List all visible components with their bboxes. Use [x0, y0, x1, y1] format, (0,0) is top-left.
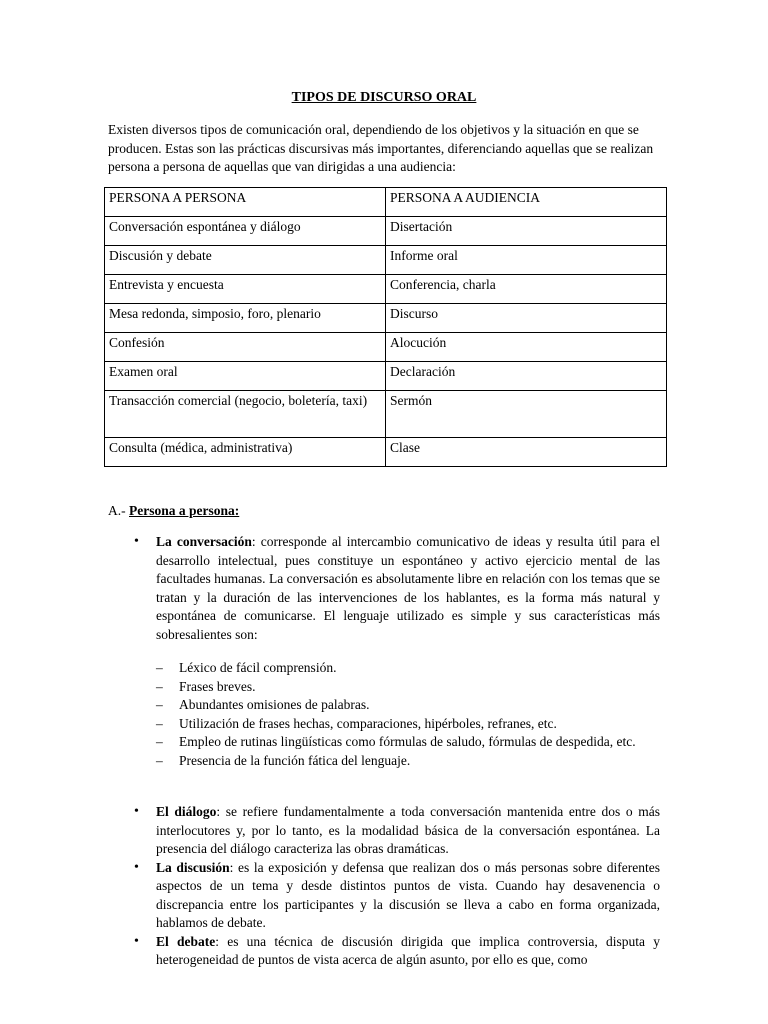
- characteristics-list: [156, 659, 660, 770]
- characteristic-text: Frases breves.: [179, 678, 256, 694]
- bullet-term: El diálogo: [156, 804, 217, 819]
- bullet-icon: •: [134, 933, 139, 949]
- table-cell: Sermón: [386, 391, 667, 438]
- table-row: [105, 217, 667, 246]
- characteristic-text: Empleo de rutinas lingüísticas como fórmulas de saludo, fórmulas de despedida, etc.: [179, 734, 636, 749]
- table-cell: Examen oral: [105, 362, 386, 391]
- list-item: [134, 533, 660, 644]
- table-row: [105, 275, 667, 304]
- list-item: [134, 933, 660, 970]
- list-item: [156, 752, 660, 771]
- table-row: [105, 362, 667, 391]
- table-cell: Conferencia, charla: [386, 275, 667, 304]
- dash-icon: –: [156, 678, 163, 694]
- bullet-term: El debate: [156, 933, 216, 949]
- characteristic-text: Léxico de fácil comprensión.: [179, 660, 337, 675]
- section-a-prefix: A.-: [108, 503, 129, 518]
- dash-icon: –: [156, 715, 163, 731]
- table-cell: Entrevista y encuesta: [105, 275, 386, 304]
- table-cell: Discusión y debate: [105, 246, 386, 275]
- bullet-text: : corresponde al intercambio comunicativo de ideas y resulta útil para el desarrollo intelectual, pues constituye un espontáneo y activo ejercicio mental de las facultades humanas. La conversación es absolutamente libre en relación con los temas que se tratan y la duración de las intervenciones de los hablantes, es la forma más natural y espontánea de comunicarse. El lenguaje utilizado es simple y sus características más sobresalientes son:: [156, 534, 661, 642]
- list-item: [156, 733, 660, 752]
- table-cell: Declaración: [386, 362, 667, 391]
- characteristic-text: Abundantes omisiones de palabras.: [179, 697, 370, 712]
- section-a-heading: [108, 502, 239, 521]
- bullet-icon: •: [134, 804, 139, 819]
- characteristic-text: Utilización de frases hechas, comparaciones, hipérboles, refranes, etc.: [179, 715, 557, 731]
- table-row: [105, 333, 667, 362]
- table-row: [105, 246, 667, 275]
- section-a-label: Persona a persona:: [129, 503, 240, 518]
- dash-icon: –: [156, 697, 163, 712]
- header-persona-a-persona: PERSONA A PERSONA: [105, 188, 386, 217]
- table-cell: Confesión: [105, 333, 386, 362]
- table-cell: Informe oral: [386, 246, 667, 275]
- table-cell: Conversación espontánea y diálogo: [105, 217, 386, 246]
- bullet-term: La conversación: [156, 534, 252, 549]
- document-title: TIPOS DE DISCURSO ORAL: [291, 90, 477, 105]
- table-cell: Discurso: [386, 304, 667, 333]
- bullet-icon: •: [134, 859, 139, 875]
- table-header-row: [105, 188, 667, 217]
- table-cell: Mesa redonda, simposio, foro, plenario: [105, 304, 386, 333]
- table-row: [105, 391, 667, 438]
- bullet-item-conversacion: [134, 533, 660, 644]
- header-persona-a-audiencia: PERSONA A AUDIENCIA: [386, 188, 667, 217]
- bullet-text: : se refiere fundamentalmente a toda conversación mantenida entre dos o más interlocutores y, por lo tanto, es la modalidad básica de la conversación espontánea. La presencia del diálogo caracteriza las obras dramáticas.: [156, 804, 660, 856]
- bullet-text: : es la exposición y defensa que realizan dos o más personas sobre diferentes aspectos de un tema y desde distintos puntos de vista. Cuando hay desavenencia o discrepancia entre los participantes y la discusión se lleva a cabo en forma organizada, hablamos de debate.: [156, 859, 660, 930]
- dash-icon: –: [156, 734, 163, 749]
- discourse-types-table: [104, 187, 667, 467]
- bullet-icon: •: [134, 534, 139, 549]
- dash-icon: –: [156, 660, 163, 675]
- table-cell: Alocución: [386, 333, 667, 362]
- list-item: [156, 678, 660, 697]
- intro-paragraph: Existen diversos tipos de comunicación oral, dependiendo de los objetivos y la situación en que se producen. Estas son las prácticas discursivas más importantes, diferenciando aquellas que se realizan persona a persona de aquellas que van dirigidas a una audiencia:: [108, 122, 654, 174]
- table-row: [105, 438, 667, 467]
- table-cell: Disertación: [386, 217, 667, 246]
- table-cell: Transacción comercial (negocio, boletería, taxi): [105, 391, 386, 438]
- list-item: [156, 659, 660, 678]
- characteristic-text: Presencia de la función fática del lenguaje.: [179, 752, 411, 768]
- dash-icon: –: [156, 752, 163, 768]
- bullet-term: La discusión: [156, 859, 230, 875]
- table-cell: Clase: [386, 438, 667, 467]
- table-cell: Consulta (médica, administrativa): [105, 438, 386, 467]
- list-item: [156, 696, 660, 715]
- list-item: [134, 803, 660, 859]
- list-item: [156, 715, 660, 734]
- bullet-text: : es una técnica de discusión dirigida que implica controversia, disputa y heterogeneidad de puntos de vista acerca de algún asunto, por ello es que, como: [156, 933, 660, 967]
- table-row: [105, 304, 667, 333]
- list-item: [134, 859, 660, 933]
- bullet-list-continued: [134, 803, 660, 970]
